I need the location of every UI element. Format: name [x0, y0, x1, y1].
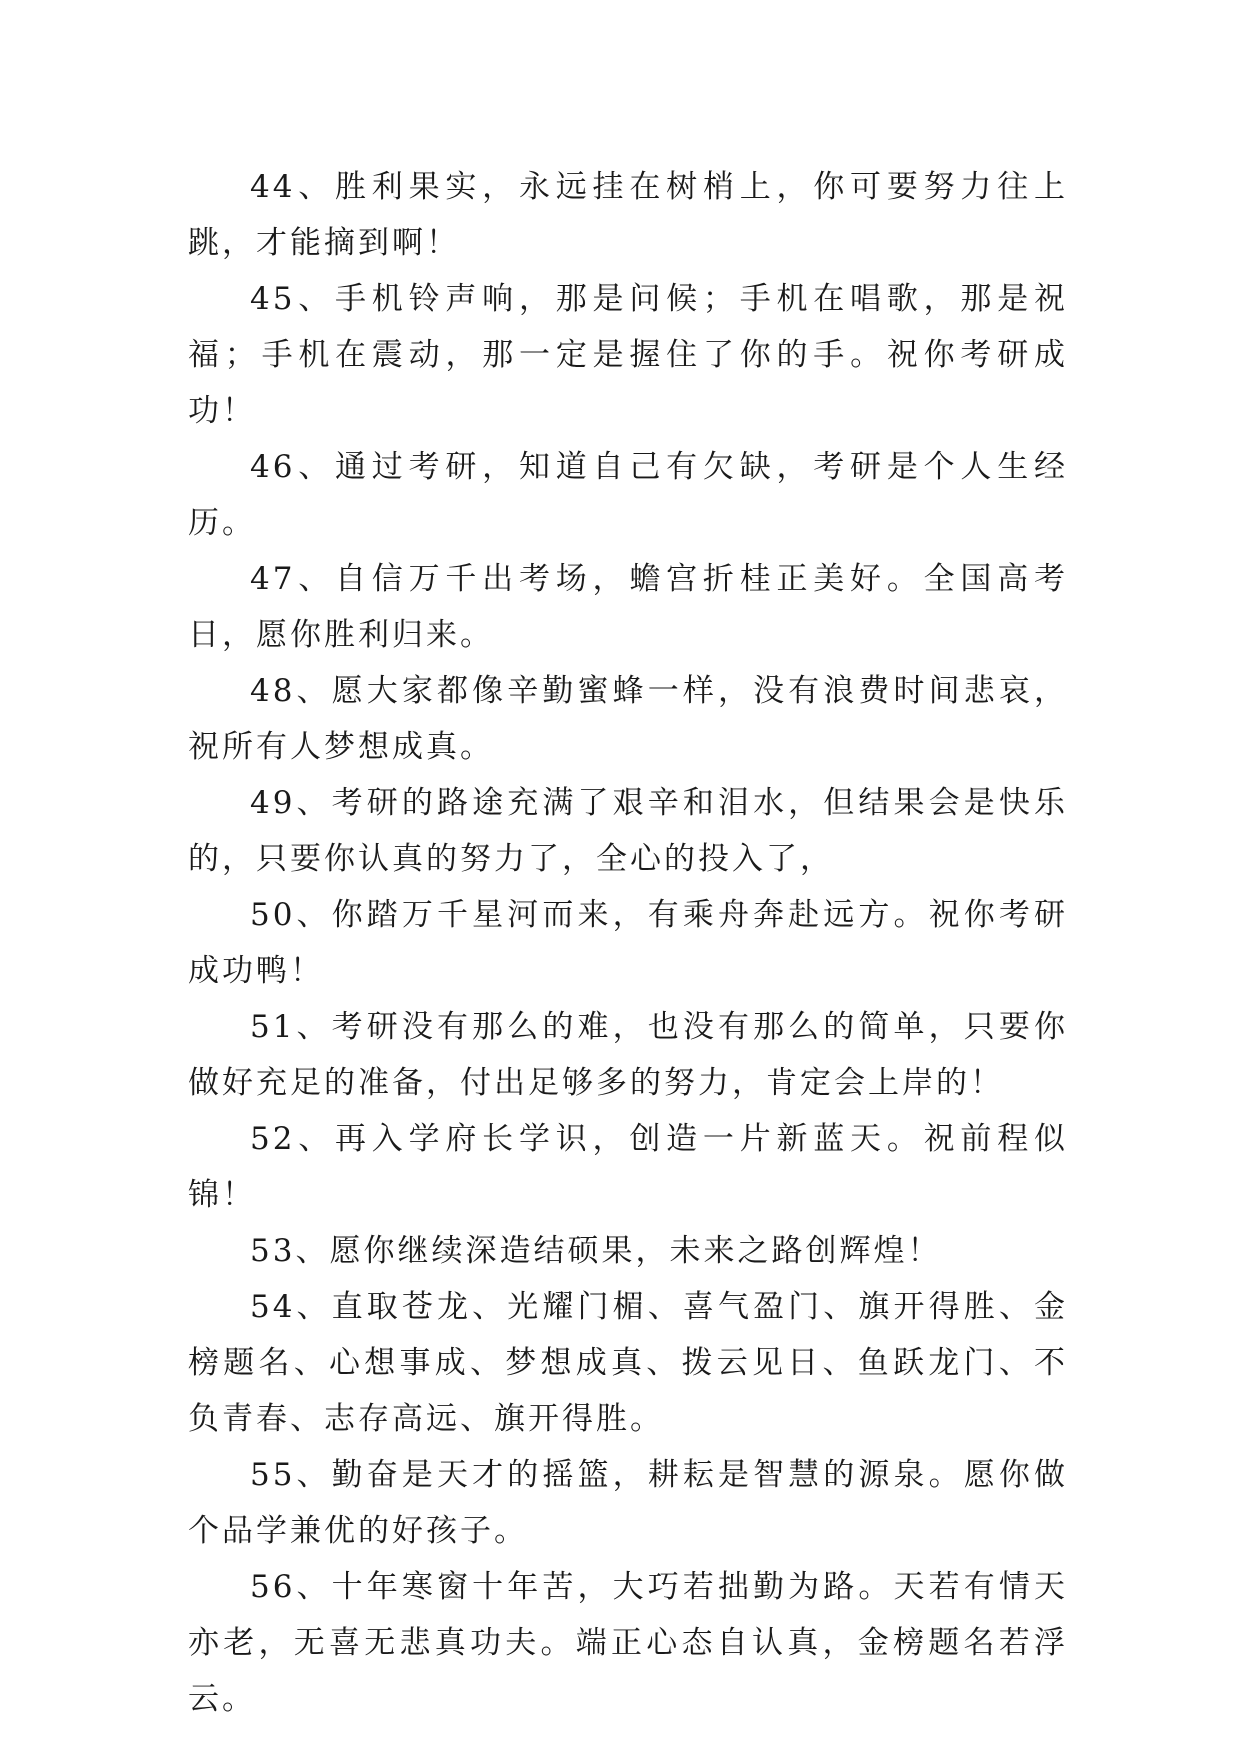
paragraph-49: 49、考研的路途充满了艰辛和泪水，但结果会是快乐的，只要你认真的努力了，全心的投入了， [188, 785, 1068, 877]
paragraph-55: 55、勤奋是天才的摇篮，耕耘是智慧的源泉。愿你做个品学兼优的好孩子。 [188, 1457, 1068, 1549]
paragraph-53: 53、愿你继续深造结硕果，未来之路创辉煌！ [250, 1233, 942, 1269]
paragraph-56: 56、十年寒窗十年苦，大巧若拙勤为路。天若有情天亦老，无喜无悲真功夫。端正心态自认真，金榜题名若浮云。 [188, 1569, 1068, 1717]
paragraph-46: 46、通过考研，知道自己有欠缺，考研是个人生经历。 [188, 449, 1068, 541]
paragraph-54: 54、直取苍龙、光耀门楣、喜气盈门、旗开得胜、金榜题名、心想事成、梦想成真、拨云见日、鱼跃龙门、不负青春、志存高远、旗开得胜。 [188, 1289, 1068, 1437]
paragraph-45: 45、手机铃声响，那是问候；手机在唱歌，那是祝福；手机在震动，那一定是握住了你的手。祝你考研成功！ [188, 281, 1068, 429]
paragraph-48: 48、愿大家都像辛勤蜜蜂一样，没有浪费时间悲哀，祝所有人梦想成真。 [188, 673, 1068, 765]
document-body [188, 159, 1068, 1727]
paragraph-44: 44、胜利果实，永远挂在树梢上，你可要努力往上跳，才能摘到啊！ [188, 169, 1068, 261]
paragraph-51: 51、考研没有那么的难，也没有那么的简单，只要你做好充足的准备，付出足够多的努力，肯定会上岸的！ [188, 1009, 1068, 1101]
paragraph-50: 50、你踏万千星河而来，有乘舟奔赴远方。祝你考研成功鸭！ [188, 897, 1068, 989]
paragraph-47: 47、自信万千出考场，蟾宫折桂正美好。全国高考日，愿你胜利归来。 [188, 561, 1068, 653]
paragraph-52: 52、再入学府长学识，创造一片新蓝天。祝前程似锦！ [188, 1121, 1068, 1213]
